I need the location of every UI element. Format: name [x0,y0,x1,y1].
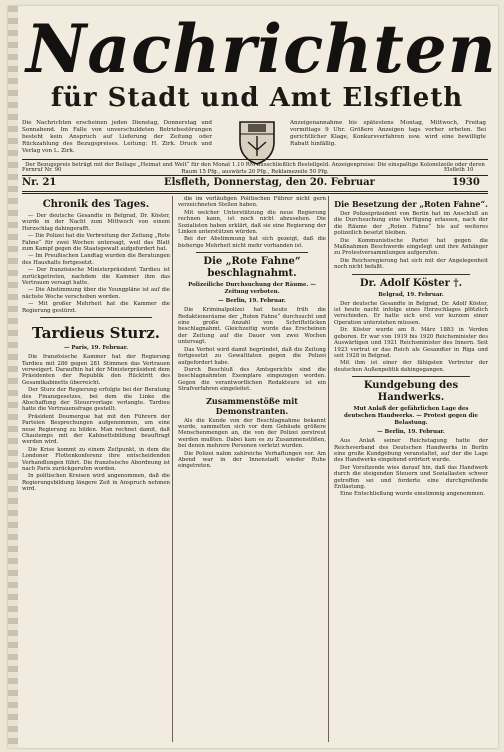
article-paragraph: Das Verbot wird damit begründet, daß die Zeitung fortgesetzt zu Gewalttaten gegen die Polizei aufgefordert habe. [178,346,326,366]
article-paragraph: — Der französische Ministerpräsident Tardieu ist zurückgetreten, nachdem die Kammer ihm das Vertrauen versagt hatte. [22,267,170,287]
article-paragraph: — Die Polizei hat die Verbreitung der Zeitung „Rote Fahne“ für zwei Wochen untersagt, weil das Blatt zum Kampf gegen die Staatsgewalt aufgefordert hat. [22,233,170,253]
column-3 [334,196,488,744]
article-paragraph: Präsident Doumergue hat mit den Führern der Parteien Besprechungen aufgenommen, um eine neue Regierung zu bilden. Man rechnet damit, daß Chautemps mit der Kabinettsbildung beauftragt werden wird. [22,413,170,446]
divider [22,191,488,192]
article-paragraph: Bei der Abstimmung hat sich gezeigt, daß die bisherige Mehrheit nicht mehr vorhanden ist. [178,236,326,249]
column-1 [22,196,170,744]
article-paragraph: Der deutsche Gesandte in Belgrad, Dr. Adolf Köster, ist heute nacht infolge eines Herzschlages plötzlich verschieden. Er hatte sich erst vor kurzem einer Operation unterziehen müssen. [334,300,488,326]
dateline [22,176,488,190]
article-paragraph: Mit welcher Unterstützung die neue Regierung rechnen kann, ist noch nicht abzusehen. Die Sozialisten haben erklärt, daß sie eine Regierung der Linken unterstützen würden. [178,209,326,236]
headline-chronik: Chronik des Tages. [42,199,150,210]
divider [22,193,488,194]
article-paragraph: In politischen Kreisen wird angenommen, daß die Regierungsbildung längere Zeit in Anspruch nehmen wird. [22,473,170,493]
article-paragraph: Durch Beschluß des Amtsgerichts sind die beschlagnahmten Exemplare eingezogen worden. Gegen die verantwortlichen Redakteure ist ein Strafverfahren eingeleitet. [178,366,326,393]
issue-year: 1930 [452,177,480,188]
issue-date: Elsfleth, Donnerstag, den 20. Februar [164,177,375,188]
headline-zusammenstoesse: Zusammenstöße mit Demonstranten. [206,395,298,416]
article-paragraph: Die Krise kommt zu einem Zeitpunkt, in dem die Londoner Flottenkonferenz ihre entscheidenden Verhandlungen führt. Die französische Abordnung ist nach Paris zurückgerufen worden. [22,446,170,472]
divider [352,274,470,275]
issue-number: Nr. 21 [22,177,57,188]
article-paragraph: Die Kommunistische Partei hat gegen die Maßnahmen Beschwerde eingelegt und ihre Anhänger zu Protestversammlungen aufgerufen. [334,237,488,257]
divider [22,159,488,160]
binding-strip [8,6,18,748]
article-paragraph: Der Vorsitzende wies darauf hin, daß das Handwerk durch die steigenden Steuern und Soziallasten schwer getroffen sei und forderte eine durchgreifende Entlastung. [334,464,488,490]
column-2 [178,196,326,744]
article-subheadline: Polizeiliche Durchsuchung der Räume. — Zeitung verboten. [188,282,316,296]
masthead-title: Nachrichten [26,10,497,88]
divider [40,317,152,318]
article-paragraph: Dr. Köster wurde am 8. März 1883 in Verden geboren. Er war von 1919 bis 1920 Reichsminister des Auswärtigen und 1921 Reichsminister des Innern. Seit 1923 vertrat er das Reich als Gesandter in Riga und seit 1928 in Belgrad. [334,327,488,359]
article-paragraph: die im vorläufigen Politischen Führer nicht gern verzeichneten Stellen haben. [178,196,326,209]
advertising-notice: Anzeigenannahme bis spätestens Montag, Mittwoch, Freitag vormittags 9 Uhr. Größere Anzeigen tags vorher erbeten. Bei gerichtlicher Klage, Konkursverfahren usw. wird eine bewilligte Rabatt hinfällig. [290,120,486,147]
phone-reference: Fernruf Nr. 90 [22,167,62,173]
column-separator [328,196,329,742]
article-paragraph: — Im Preußischen Landtag wurden die Beratungen des Haushalts fortgesetzt. [22,253,170,266]
article-subheadline: Mut Anlaß der gefährlichen Lage des deutschen Handwerks. — Protest gegen die Belastung. [344,406,478,427]
divider [196,252,308,253]
masthead-subtitle: für Stadt und Amt Elsfleth [50,83,464,113]
article-paragraph: Aus Anlaß seiner Reichstagung hatte der Reichsverband des Deutschen Handwerks in Berlin eine große Kundgebung veranstaltet, auf der die Lage des Handwerks eingehend erörtert wurde. [334,438,488,464]
headline-rote-fahne: Die „Rote Fahne“ beschlagnahmt. [203,256,301,280]
headline-besetzung: Die Besetzung der „Roten Fahne“. [334,199,488,209]
article-paragraph: Die französische Kammer hat der Regierung Tardieu mit 286 gegen 281 Stimmen das Vertrauen verweigert. Daraufhin hat der Ministerpräsident dem Präsidenten der Republik den Rücktritt des Gesamtkabinetts überreicht. [22,354,170,386]
divider [352,376,470,377]
article-dateline: — Berlin, 19. Februar. [218,298,286,305]
subscription-info: Der Bezugspreis beträgt mit der Beilage „Heimat und Welt“ für den Monat 1.10 RM ausschließlich Bestellgeld. Anzeigenpreise: Die einspaltige Kolonelzeile oder deren Raum 15 Pfg., auswärts 20 Pfg., Reklamezeile 50 Pfg. [25,162,485,175]
article-paragraph: Die Kriminalpolizei hat heute früh die Redaktionsräume der „Roten Fahne“ durchsucht und eine große Anzahl von Schriftstücken beschlagnahmt. Gleichzeitig wurde das Erscheinen der Zeitung auf die Dauer von zwei Wochen untersagt. [178,307,326,346]
headline-koester: Dr. Adolf Köster †. [359,277,463,289]
article-paragraph: Der Sturz der Regierung erfolgte bei der Beratung des Finanzgesetzes, bei dem die Linke die Abschaffung der Steuervorlage verlangte. Tardieu hatte die Vertrauensfrage gestellt. [22,387,170,413]
article-paragraph: Der Polizeipräsident von Berlin hat im Anschluß an die Durchsuchung eine Verfügung erlassen, nach der die Räume der „Roten Fahne“ bis auf weiteres polizeilich besetzt bleiben. [334,211,488,237]
publication-notice: Die Nachrichten erscheinen jeden Dienstag, Donnerstag und Sonnabend. Im Falle von unverschuldeten Betriebsstörungen besteht kein Anspruch auf Lieferung der Zeitung oder Rückzahlung des Bezugspreises. Leitung: H. Zirk. Druck und Verlag von L. Zirk. [22,120,212,154]
headline-tardieu: Tardieus Sturz. [32,324,160,343]
article-paragraph: — Mit großer Mehrheit hat die Kammer die Regierung gestürzt. [22,301,170,314]
newspaper-page [8,6,498,748]
article-paragraph: — Die Abstimmung über die Youngpläne ist auf die nächste Woche verschoben worden. [22,287,170,300]
article-dateline: Belgrad, 19. Februar. [378,291,444,298]
post-reference: Elsfleth 10 [444,167,474,173]
headline-handwerk: Kundgebung des Handwerks. [363,380,459,404]
article-paragraph: Eine Entschließung wurde einstimmig angenommen. [340,491,486,498]
article-paragraph: Die Polizei nahm zahlreiche Verhaftungen vor. Am Abend war in der Innenstadt wieder Ruhe eingetreten. [178,450,326,470]
article-paragraph: Die Reichsregierung hat sich mit der Angelegenheit noch nicht befaßt. [334,257,488,271]
article-paragraph: Als die Kunde von der Beschlagnahme bekannt wurde, sammelten sich vor dem Gebäude größere Menschenmengen an, die von der Polizei zerstreut werden mußten. Dabei kam es zu Zusammenstößen, bei denen mehrere Personen verletzt wurden. [178,417,326,450]
article-paragraph: — Der deutsche Gesandte in Belgrad, Dr. Köster, wurde in der Nacht zum Mittwoch von einem Herzschlag dahingerafft. [22,213,170,232]
article-paragraph: Mit ihm ist einer der fähigsten Vertreter der deutschen Außenpolitik dahingegangen. [334,360,488,373]
article-dateline: — Paris, 19. Februar. [63,345,129,352]
column-separator [172,196,173,742]
article-dateline: — Berlin, 19. Februar. [377,429,445,436]
